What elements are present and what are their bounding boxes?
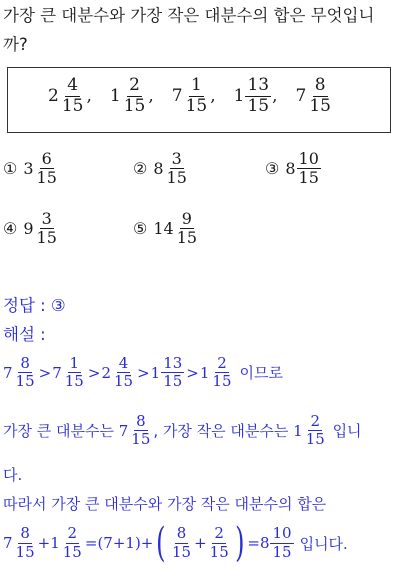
- denominator: 15: [298, 168, 319, 188]
- numerator: 2: [129, 75, 140, 95]
- whole-part: 1: [199, 363, 210, 382]
- comparison-suffix: 이므로: [239, 364, 283, 383]
- option-marker: ③: [265, 159, 280, 179]
- numerator: 3: [41, 209, 52, 228]
- numerator: 6: [41, 149, 52, 168]
- denominator: 15: [61, 95, 84, 116]
- option-marker: ②: [133, 159, 148, 179]
- whole-part: 7: [52, 363, 62, 382]
- numerator: 4: [67, 75, 79, 95]
- denominator: 15: [166, 168, 187, 188]
- whole-part: 1: [150, 363, 161, 382]
- denominator: 15: [185, 95, 208, 116]
- box-mixed-number: [110, 76, 154, 116]
- left-paren: (: [156, 520, 166, 566]
- sentence-text: , 가장 작은 대분수는: [153, 422, 294, 441]
- box-mixed-number: [234, 76, 278, 116]
- equals-sign: =: [247, 534, 260, 552]
- greater-than-sign: >: [137, 363, 150, 382]
- whole-sum-group: (7+1): [97, 534, 141, 552]
- whole-part: 7: [295, 86, 307, 107]
- option-4[interactable]: [3, 210, 60, 248]
- option-5[interactable]: [133, 210, 200, 248]
- denominator: 15: [212, 372, 232, 391]
- question-line-2: 까?: [3, 35, 28, 54]
- numerator: 8: [20, 354, 30, 372]
- whole-part: 8: [259, 534, 270, 552]
- separator: ,: [148, 86, 154, 107]
- denominator: 15: [305, 430, 325, 449]
- denominator: 15: [62, 542, 82, 561]
- box-mixed-number: [172, 76, 216, 116]
- greater-than-sign: >: [186, 363, 199, 382]
- box-mixed-number: [48, 76, 92, 116]
- numerator: 3: [171, 149, 182, 168]
- separator: ,: [210, 86, 216, 107]
- box-mixed-number: [296, 76, 334, 116]
- greater-than-sign: >: [38, 363, 52, 382]
- denominator: 15: [36, 228, 57, 248]
- numerator: 8: [20, 524, 30, 543]
- denominator: 15: [64, 372, 84, 391]
- numerator: 13: [163, 354, 183, 372]
- answer-label: 정답 : ③: [3, 296, 66, 315]
- denominator: 15: [15, 372, 35, 391]
- denominator: 15: [131, 430, 151, 449]
- whole-part: 7: [171, 86, 183, 107]
- equals-sign: =: [84, 534, 98, 552]
- right-paren: ): [234, 520, 245, 566]
- option-3[interactable]: [265, 150, 322, 188]
- denominator: 15: [171, 542, 192, 561]
- sum-intro: 따라서 가장 큰 대분수와 가장 작은 대분수의 합은: [3, 495, 327, 513]
- whole-part: 1: [109, 86, 121, 107]
- denominator: 15: [15, 542, 35, 561]
- denominator: 15: [113, 372, 134, 391]
- greater-than-sign: >: [87, 363, 101, 382]
- explanation-label: 해설 :: [3, 325, 46, 344]
- whole-part: 2: [101, 363, 111, 382]
- numerator: 10: [298, 149, 319, 168]
- whole-part: 7: [118, 421, 129, 440]
- whole-part: 8: [285, 159, 296, 179]
- final-suffix: 입니다.: [299, 534, 348, 553]
- sentence-text: 입니: [327, 422, 362, 441]
- denominator: 15: [176, 228, 198, 248]
- box-number-list: [48, 76, 334, 116]
- numerator: 1: [69, 354, 80, 372]
- numerator: 10: [272, 524, 292, 543]
- whole-part: 7: [3, 363, 13, 382]
- comparison-line: [3, 355, 283, 391]
- whole-part: 8: [153, 159, 164, 179]
- denominator: 15: [309, 95, 331, 116]
- plus-sign: +: [194, 534, 207, 552]
- whole-part: 1: [233, 86, 245, 107]
- denominator: 15: [163, 372, 183, 391]
- numerator: 2: [214, 524, 224, 543]
- option-1[interactable]: [3, 150, 60, 188]
- whole-part: 3: [23, 159, 34, 179]
- denominator: 15: [247, 95, 270, 116]
- final-equation: [3, 520, 348, 566]
- largest-smallest-sentence: [3, 413, 362, 449]
- numerator: 2: [310, 412, 321, 430]
- separator: ,: [272, 86, 278, 107]
- numerator: 8: [176, 524, 187, 543]
- numerator: 13: [247, 75, 270, 95]
- option-marker: ⑤: [133, 219, 148, 239]
- denominator: 15: [36, 168, 57, 188]
- numerator: 8: [136, 412, 146, 430]
- whole-part: 2: [48, 86, 59, 107]
- separator: ,: [86, 86, 92, 107]
- numerator: 8: [314, 75, 326, 95]
- whole-part: 1: [293, 421, 303, 440]
- denominator: 15: [209, 542, 229, 561]
- numerator: 1: [190, 75, 202, 95]
- option-marker: ①: [3, 159, 18, 179]
- whole-part: 9: [23, 219, 34, 239]
- plus-sign: +: [140, 534, 154, 552]
- numerator: 2: [217, 354, 227, 372]
- option-2[interactable]: [133, 150, 190, 188]
- whole-part: 1: [50, 534, 60, 552]
- whole-part: 14: [153, 219, 174, 239]
- sentence-text: 가장 큰 대분수는: [3, 422, 119, 441]
- numerator: 9: [181, 209, 192, 228]
- numerator: 4: [118, 354, 129, 372]
- sentence-continuation: 다.: [3, 466, 23, 484]
- whole-part: 7: [3, 534, 13, 552]
- option-marker: ④: [3, 219, 18, 239]
- denominator: 15: [272, 542, 292, 561]
- numerator: 2: [67, 524, 78, 543]
- denominator: 15: [123, 95, 146, 116]
- question-line-1: 가장 큰 대분수와 가장 작은 대분수의 합은 무엇입니: [3, 6, 375, 25]
- plus-sign: +: [37, 534, 51, 552]
